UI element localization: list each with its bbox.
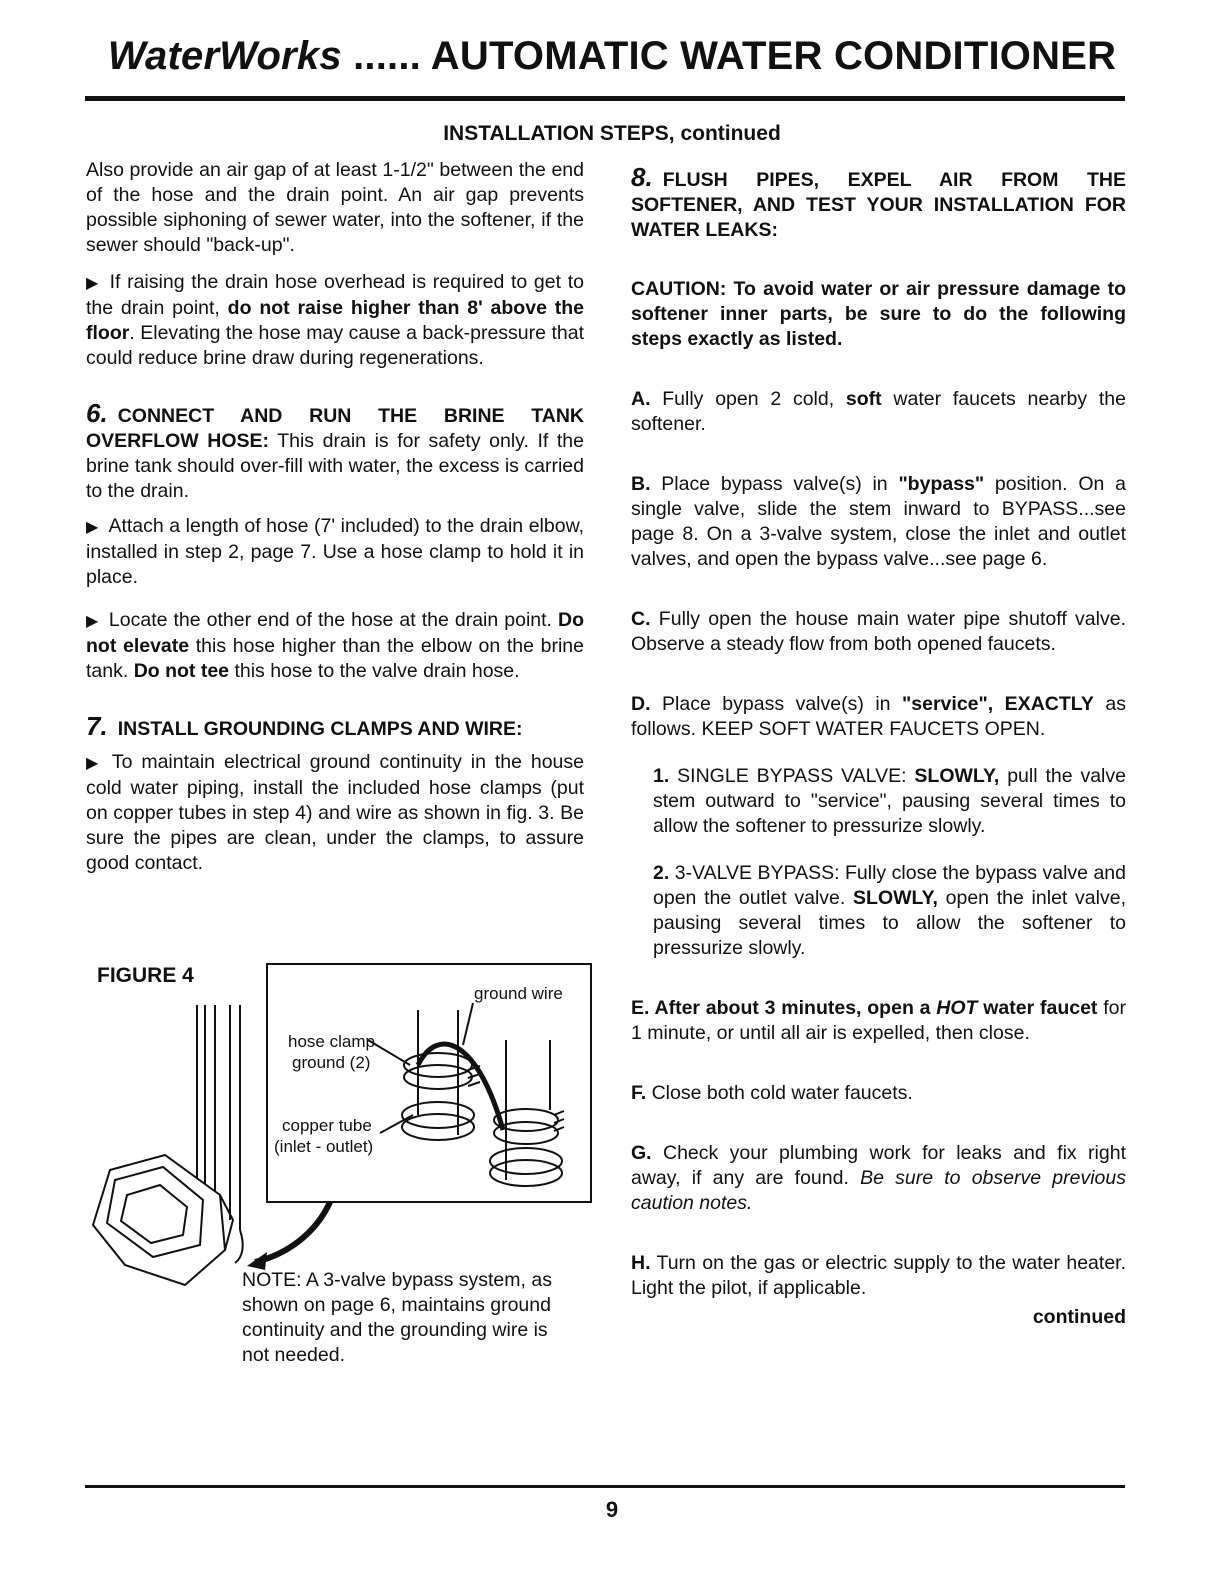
footer-rule	[85, 1485, 1125, 1488]
step-8-d-1: 1. SINGLE BYPASS VALVE: SLOWLY, pull the valve stem outward to "service", pausing several times to allow the softener to pressurize slowly.	[653, 765, 1126, 837]
step-8	[631, 162, 1126, 243]
step-8-number: 8.	[631, 162, 653, 192]
brand-name: WaterWorks	[107, 34, 342, 78]
step-8-c: C. Fully open the house main water pipe shutoff valve. Observe a steady flow from both opened faucets.	[631, 608, 1126, 655]
bullet-attach: ▶ Attach a length of hose (7' included) to the drain elbow, installed in step 2, page 7. Use a hose clamp to hold it in place.	[86, 515, 585, 588]
arrow-icon: ▶	[86, 275, 100, 292]
step-8-d: D. Place bypass valve(s) in "service", EXACTLY as follows. KEEP SOFT WATER FAUCETS OPEN.	[631, 693, 1127, 740]
step-7-title: INSTALL GROUNDING CLAMPS AND WIRE:	[117, 718, 523, 740]
arrow-icon: ▶	[86, 613, 99, 630]
step-8-b: B. Place bypass valve(s) in "bypass" position. On a single valve, slide the stem inward to BYPASS...see page 8. On a 3-valve system, close the inlet and outlet valves, and open the bypass valve...see page 6.	[631, 473, 1126, 570]
figure-label: FIGURE 4	[97, 964, 194, 987]
arrow-pointer	[245, 1200, 335, 1275]
step-7-number: 7.	[86, 711, 108, 741]
label-copper-tube: copper tube	[282, 1116, 372, 1135]
step-6: 6. CONNECT AND RUN THE BRINE TANK OVERFLOW HOSE: This drain is for safety only. If the brine tank should over-fill with water, the excess is carried to the drain.	[86, 398, 584, 502]
title-separator: ......	[341, 34, 431, 78]
step-8-g: G. Check your plumbing work for leaks and fix right away, if any are found. Be sure to observe previous caution notes.	[631, 1142, 1126, 1214]
step-8-d-2: 2. 3-VALVE BYPASS: Fully close the bypass valve and open the outlet valve. SLOWLY, open the inlet valve, pausing several times to allow the softener to pressurize slowly.	[653, 862, 1126, 959]
bullet-locate: ▶ Locate the other end of the hose at the drain point. Do not elevate this hose higher than the elbow on the brine tank. Do not tee this hose to the valve drain hose.	[86, 609, 584, 682]
label-hose-clamp: hose clamp	[288, 1032, 375, 1051]
step-7	[86, 711, 584, 742]
right-column	[631, 162, 1127, 1330]
header-rule	[85, 96, 1125, 101]
arrow-icon: ▶	[86, 755, 102, 772]
step-8-h: H. Turn on the gas or electric supply to the water heater. Light the pilot, if applicable.	[631, 1252, 1126, 1299]
bullet-ground: ▶ To maintain electrical ground continuity in the house cold water piping, install the included hose clamps (put on copper tubes in step 4) and wire as shown in fig. 3. Be sure the pipes are clean, under the clamps, to assure good contact.	[86, 751, 584, 874]
bullet-overhead: ▶ If raising the drain hose overhead is required to get to the drain point, do not raise higher than 8' above the floor. Elevating the hose may cause a back-pressure that could reduce brine draw during regenerations.	[86, 271, 584, 369]
page-number: 9	[605, 1497, 619, 1522]
title-text: AUTOMATIC WATER CONDITIONER	[430, 34, 1117, 78]
step-8-title: FLUSH PIPES, EXPEL AIR FROM THE SOFTENER, AND TEST YOUR INSTALLATION FOR WATER LEAKS:	[631, 169, 1126, 241]
step-8-f: F. Close both cold water faucets.	[631, 1082, 913, 1104]
controller-illustration	[85, 995, 265, 1295]
arrow-icon: ▶	[86, 519, 99, 536]
label-copper-tube-inlet-outlet: (inlet - outlet)	[274, 1137, 374, 1156]
step-6-title: CONNECT AND RUN THE BRINE TANK OVERFLOW HOSE:	[86, 405, 584, 452]
label-hose-clamp-ground: ground (2)	[292, 1053, 371, 1072]
intro-paragraph: Also provide an air gap of at least 1-1/2" between the end of the hose and the drain point. An air gap prevents possible siphoning of sewer water, into the softener, if the sewer should "back-up".	[86, 159, 584, 256]
left-column	[86, 158, 584, 876]
step-8-e: E. After about 3 minutes, open a HOT water faucet for 1 minute, or until all air is expelled, then close.	[631, 997, 1126, 1044]
label-ground-wire: ground wire	[474, 984, 563, 1003]
figure-note: NOTE: A 3-valve bypass system, as shown on page 6, maintains ground continuity and the grounding wire is not needed.	[242, 1269, 552, 1366]
step-8-a: A. Fully open 2 cold, soft water faucets nearby the softener.	[631, 388, 1126, 435]
continued-label: continued	[1032, 1306, 1126, 1328]
step-6-number: 6.	[86, 398, 108, 428]
caution-text: CAUTION: To avoid water or air pressure damage to softener inner parts, be sure to do the following steps exactly as listed.	[631, 278, 1126, 350]
section-heading: INSTALLATION STEPS, continued	[443, 122, 781, 145]
figure-4-box	[266, 963, 592, 1203]
page-title	[0, 34, 1224, 79]
